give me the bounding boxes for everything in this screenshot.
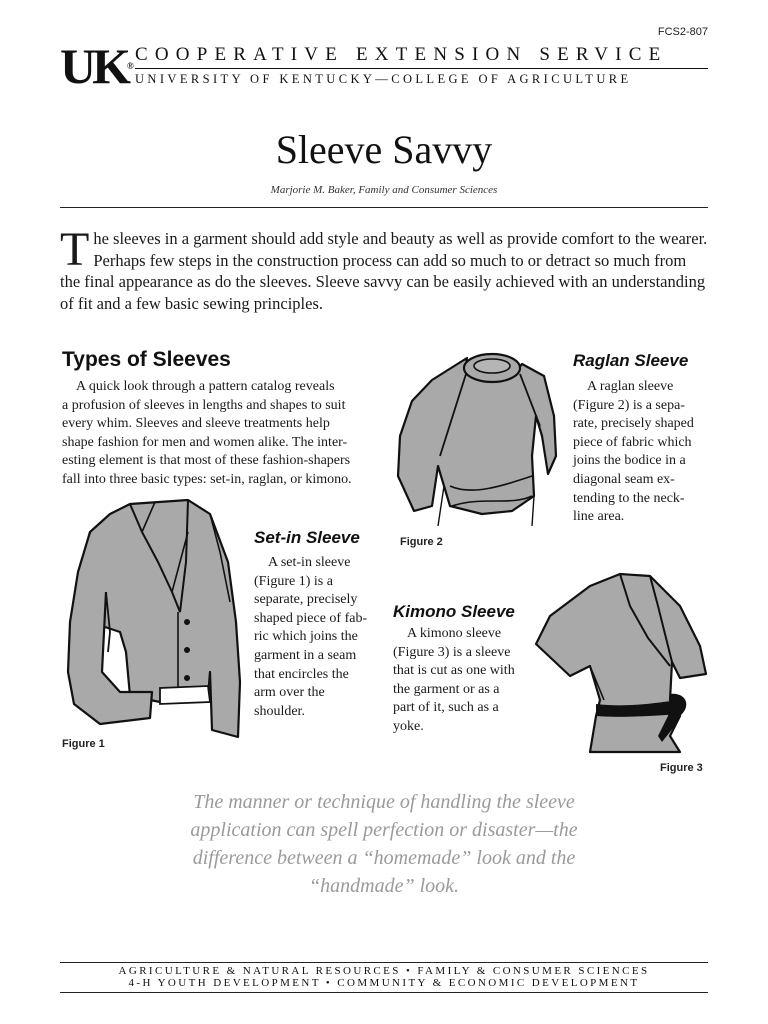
setin-line: (Figure 1) is a (254, 573, 333, 589)
intro-dropcap: T (60, 223, 90, 276)
author-line: Marjorie M. Baker, Family and Consumer Sciences (270, 184, 498, 196)
kimono-line: part of it, such as a (393, 700, 499, 716)
raglan-line: piece of fabric which (573, 434, 692, 450)
raglan-line: rate, precisely shaped (573, 416, 694, 432)
raglan-paragraph (573, 378, 713, 527)
raglan-line: diagonal seam ex- (573, 471, 675, 487)
quote-line: The manner or technique of handling the sleeve (193, 791, 575, 813)
setin-line: ric which joins the (254, 629, 358, 645)
figure-3-label: Figure 3 (660, 762, 703, 774)
types-line: a profusion of sleeves in lengths and shapes to suit (62, 397, 346, 413)
types-heading: Types of Sleeves (62, 348, 231, 371)
footer-top-rule (60, 962, 708, 963)
types-line: A quick look through a pattern catalog reveals (76, 379, 335, 394)
raglan-line: A raglan sleeve (587, 379, 674, 394)
university-name: UNIVERSITY OF KENTUCKY—COLLEGE OF AGRICULTURE (135, 72, 632, 86)
service-name: COOPERATIVE EXTENSION SERVICE (135, 44, 668, 65)
setin-line: shoulder. (254, 703, 305, 719)
quote-line: difference between a “homemade” look and the (192, 847, 576, 869)
jacket-button (184, 619, 190, 625)
kimono-paragraph (393, 625, 533, 737)
setin-line: that encircles the (254, 666, 349, 682)
setin-line: garment in a seam (254, 647, 357, 663)
header-divider (135, 68, 708, 69)
figure-1-label: Figure 1 (62, 738, 105, 750)
types-line: every whim. Sleeves and sleeve treatments help (62, 416, 330, 432)
pull-quote (150, 788, 618, 900)
footer-line-2: 4-H YOUTH DEVELOPMENT • COMMUNITY & ECONOMIC DEVELOPMENT (128, 977, 640, 989)
jacket-button (184, 647, 190, 653)
raglan-line: (Figure 2) is a sepa- (573, 397, 685, 413)
raglan-line: tending to the neck- (573, 490, 685, 506)
footer-line-1: AGRICULTURE & NATURAL RESOURCES • FAMILY & CONSUMER SCIENCES (118, 965, 650, 977)
uk-logo-registered: ® (127, 61, 134, 71)
figure-2-raglan-top (392, 346, 562, 526)
types-line: esting element is that most of these fashion-shapers (62, 453, 351, 469)
title-divider (60, 207, 708, 208)
raglan-line: joins the bodice in a (573, 453, 686, 469)
setin-line: A set-in sleeve (268, 555, 351, 570)
kimono-line: yoke. (393, 718, 424, 734)
uk-logo-text: UK (60, 38, 127, 94)
figure-1-setin-jacket (60, 492, 245, 742)
types-line: fall into three basic types: set-in, raglan, or kimono. (62, 471, 352, 487)
setin-line: arm over the (254, 685, 325, 701)
quote-line: application can spell perfection or disaster—the (190, 819, 578, 841)
types-paragraph (62, 378, 392, 490)
quote-line: “handmade” look. (309, 875, 459, 897)
kimono-line: A kimono sleeve (407, 626, 502, 641)
types-line: shape fashion for men and women alike. The inter- (62, 434, 348, 450)
jacket-button (184, 675, 190, 681)
intro-text: he sleeves in a garment should add style and beauty as well as provide comfort to the wearer. Perhaps few steps in the construction process can add so much to or detract so much from the final appearance as do the sleeves. Sleeve savvy can be easily achieved with an understanding of fit and a few basic sewing principles. (60, 229, 708, 313)
setin-paragraph (254, 554, 384, 721)
setin-line: separate, precisely (254, 592, 358, 608)
kimono-line: the garment or as a (393, 681, 500, 697)
footer-bottom-rule (60, 992, 708, 993)
setin-line: shaped piece of fab- (254, 610, 368, 626)
kimono-line: that is cut as one with (393, 663, 515, 679)
kimono-heading: Kimono Sleeve (393, 602, 515, 621)
raglan-heading: Raglan Sleeve (573, 351, 689, 370)
figure-2-label: Figure 2 (400, 536, 443, 548)
intro-paragraph (60, 223, 708, 314)
kimono-line: (Figure 3) is a sleeve (393, 644, 511, 660)
setin-heading: Set-in Sleeve (254, 528, 360, 547)
raglan-line: line area. (573, 509, 625, 525)
page-title: Sleeve Savvy (275, 127, 493, 172)
uk-logo (60, 38, 134, 94)
figure-3-kimono-wrap (530, 566, 710, 756)
document-code: FCS2-807 (657, 26, 708, 38)
